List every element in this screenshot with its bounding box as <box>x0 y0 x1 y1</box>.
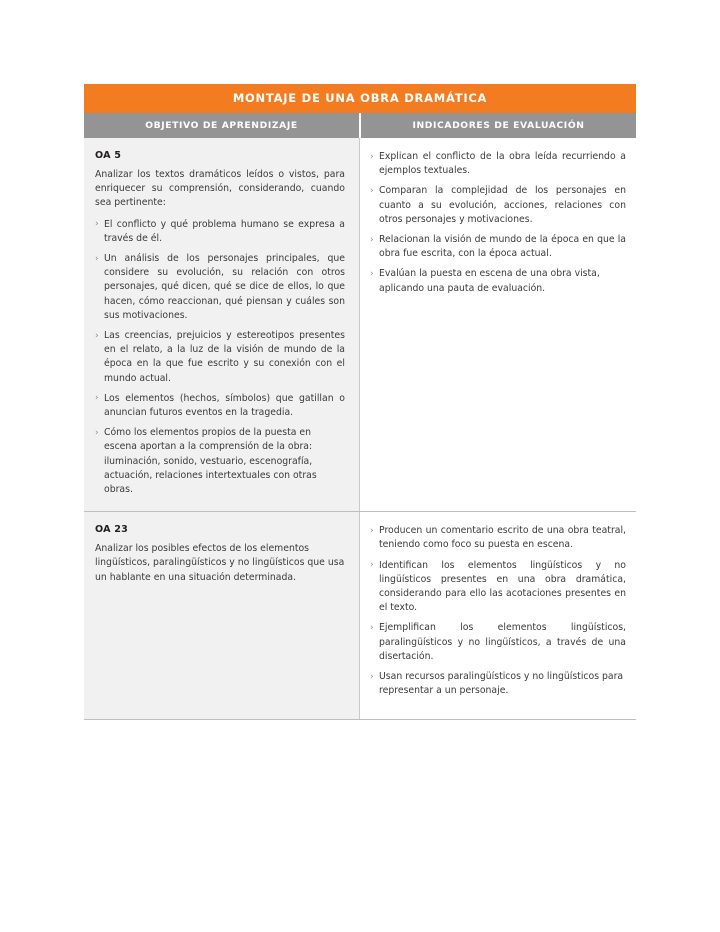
column-header-row <box>84 113 636 138</box>
column-header-objective: OBJETIVO DE APRENDIZAJE <box>84 113 359 138</box>
list-item-text: Evalúan la puesta en escena de una obra vista, aplicando una pauta de evaluación. <box>379 268 600 294</box>
indicators-cell <box>361 138 636 511</box>
list-item <box>370 670 626 698</box>
column-divider <box>359 138 361 511</box>
table-title-bar: MONTAJE DE UNA OBRA DRAMÁTICA <box>84 84 636 113</box>
list-item <box>370 559 626 616</box>
list-item <box>95 252 345 323</box>
list-item <box>95 392 345 420</box>
curriculum-table <box>84 84 636 720</box>
list-item-text: Explican el conflicto de la obra leída recurriendo a ejemplos textuales. <box>379 151 626 177</box>
list-item <box>370 524 626 552</box>
indicators-cell <box>361 512 636 718</box>
list-item-text: Usan recursos paralingüísticos y no lingüísticos para representar a un personaje. <box>379 671 624 697</box>
chevron-right-icon: › <box>95 393 99 404</box>
objective-bullet-list <box>95 218 345 498</box>
chevron-right-icon: › <box>370 671 374 682</box>
list-item-text: Ejemplifican los elementos lingüísticos, paralingüísticos y no lingüísticos, a través de una disertación. <box>379 622 626 662</box>
objective-description: Analizar los textos dramáticos leídos o vistos, para enriquecer su comprensión, considerando, cuando sea pertinente: <box>95 169 345 209</box>
column-header-indicators: INDICADORES DE EVALUACIÓN <box>361 113 636 138</box>
indicators-bullet-list <box>370 524 626 698</box>
table-row <box>84 511 636 718</box>
chevron-right-icon: › <box>370 622 374 633</box>
list-item-text: Identifican los elementos lingüísticos y no lingüísticos presentes en una obra dramática, considerando para ello las acotaciones presentes en el texto. <box>379 559 626 614</box>
chevron-right-icon: › <box>370 268 374 279</box>
list-item <box>95 218 345 246</box>
list-item <box>370 184 626 227</box>
chevron-right-icon: › <box>370 525 374 536</box>
chevron-right-icon: › <box>370 151 374 162</box>
chevron-right-icon: › <box>370 185 374 196</box>
chevron-right-icon: › <box>95 330 99 341</box>
indicators-bullet-list <box>370 150 626 296</box>
list-item <box>95 329 345 386</box>
list-item-text: Las creencias, prejuicios y estereotipos presentes en el relato, a la luz de la visión de mundo de la época en la que fue escrito y su conexión con el mundo actual. <box>104 330 345 384</box>
list-item-text: Comparan la complejidad de los personajes en cuanto a su evolución, acciones, relaciones con otros personajes y motivaciones. <box>379 185 626 225</box>
list-item-text: Producen un comentario escrito de una obra teatral, teniendo como foco su puesta en escena. <box>379 525 626 551</box>
objective-description: Analizar los posibles efectos de los elementos lingüísticos, paralingüísticos y no lingüísticos que usa un hablante en una situación determinada. <box>95 543 345 583</box>
chevron-right-icon: › <box>370 560 374 571</box>
chevron-right-icon: › <box>95 253 99 264</box>
list-item <box>95 426 345 497</box>
table-row <box>84 138 636 511</box>
list-item-text: El conflicto y qué problema humano se expresa a través de él. <box>104 218 345 244</box>
objective-cell <box>84 512 359 718</box>
chevron-right-icon: › <box>370 234 374 245</box>
list-item <box>370 621 626 664</box>
list-item-text: Un análisis de los personajes principales, que considere su evolución, su relación con otros personajes, qué dicen, qué se dice de ellos, lo que hacen, cómo reaccionan, qué piensan y cuáles son sus motivaciones. <box>104 253 345 321</box>
objective-code: OA 23 <box>95 524 129 536</box>
objective-cell <box>84 138 359 511</box>
list-item <box>370 150 626 178</box>
chevron-right-icon: › <box>95 219 99 230</box>
list-item-text: Cómo los elementos propios de la puesta en escena aportan a la comprensión de la obra: iluminación, sonido, vestuario, escenografía, actuación, relaciones intertextuales con otras obras. <box>104 427 317 496</box>
objective-code: OA 5 <box>95 150 122 161</box>
table-body <box>84 138 636 720</box>
list-item-text: Los elementos (hechos, símbolos) que gatillan o anuncian futuros eventos en la tragedia. <box>104 392 345 419</box>
list-item-text: Relacionan la visión de mundo de la época en que la obra fue escrita, con la época actual. <box>379 234 626 260</box>
chevron-right-icon: › <box>95 427 99 438</box>
list-item <box>370 267 626 295</box>
column-divider <box>359 512 361 718</box>
list-item <box>370 233 626 261</box>
